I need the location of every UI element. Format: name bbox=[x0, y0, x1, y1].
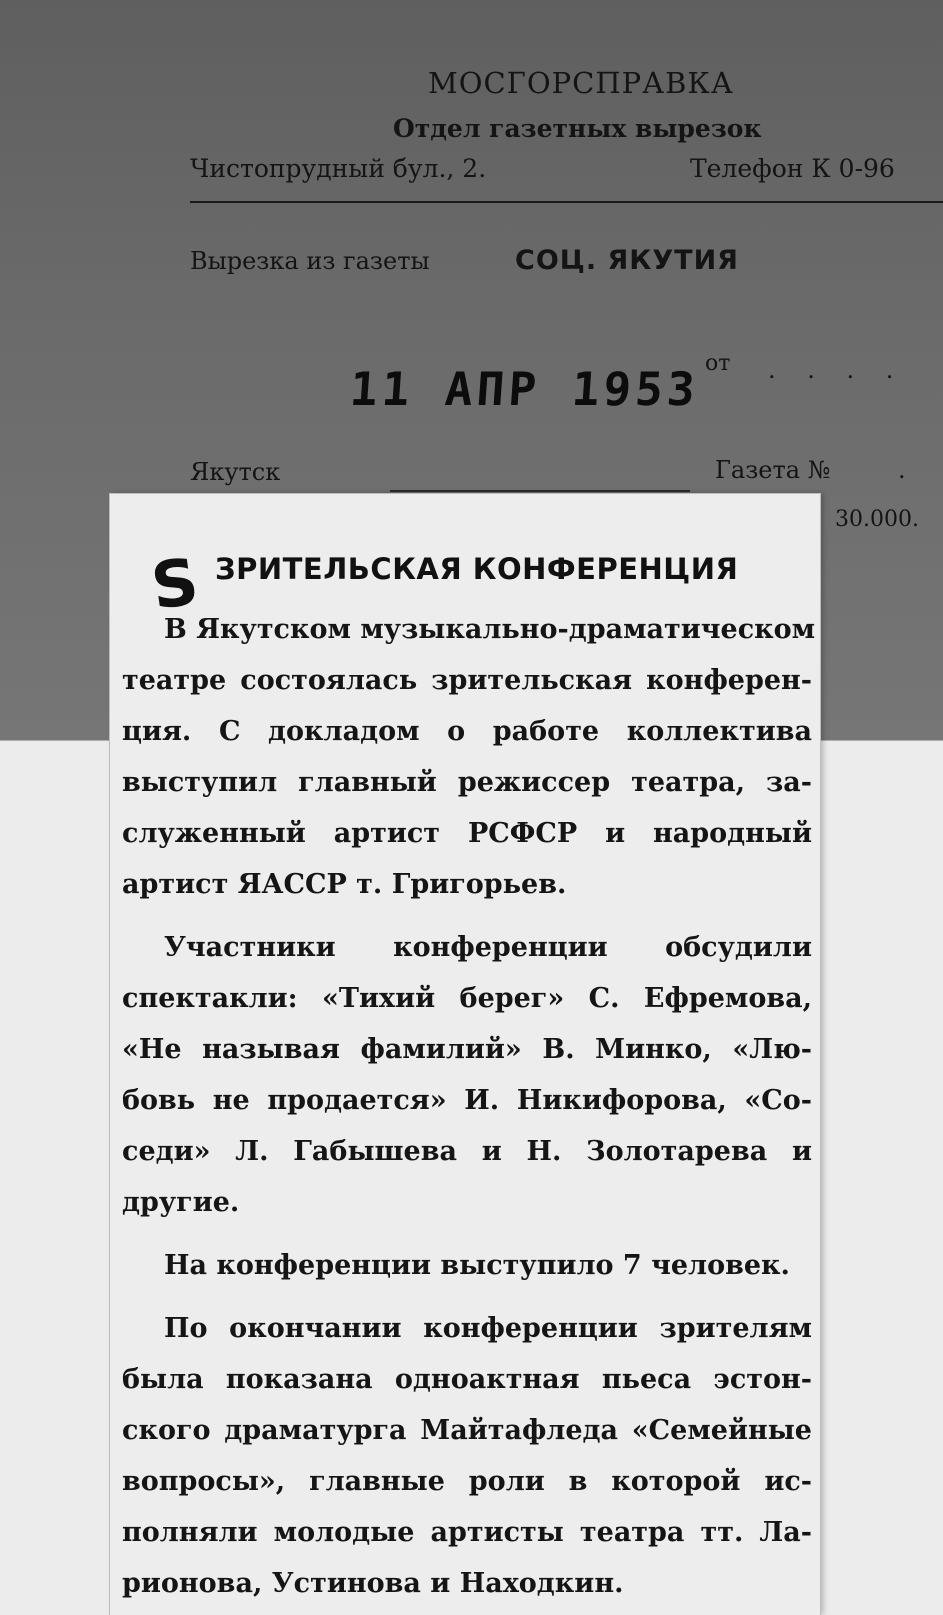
address: Чистопрудный бул., 2. bbox=[190, 154, 487, 183]
article-line: В Якутском музыкально-драматическом bbox=[164, 614, 816, 645]
article-line: спектакли: «Тихий берег» С. Ефремова, bbox=[122, 983, 812, 1014]
article-line: Участники конференции обсудили bbox=[164, 932, 812, 963]
handwritten-mark: S bbox=[147, 545, 204, 625]
article-paragraph bbox=[122, 1240, 812, 1291]
newspaper-name: СОЦ. ЯКУТИЯ bbox=[515, 245, 739, 276]
article-line: седи» Л. Габышева и Н. Золотарева и bbox=[122, 1136, 812, 1167]
circulation: 30.000. bbox=[835, 507, 919, 532]
paragraph-gap bbox=[122, 1291, 812, 1303]
article-line: рионова, Устинова и Находкин. bbox=[122, 1568, 624, 1599]
article-line: служенный артист РСФСР и народный bbox=[122, 818, 812, 849]
article-line: театре состоялась зрительская конферен- bbox=[122, 665, 812, 696]
from-label: от bbox=[705, 351, 731, 376]
article-paragraph bbox=[122, 922, 812, 1228]
city-underline bbox=[390, 490, 690, 492]
article-line: ского драматурга Майтафледа «Семейные bbox=[122, 1415, 812, 1446]
article-line: По окончании конференции зрителям bbox=[164, 1313, 812, 1344]
article-line: другие. bbox=[122, 1187, 240, 1218]
article-line: вопросы», главные роли в которой ис- bbox=[122, 1466, 812, 1497]
department-name: Отдел газетных вырезок bbox=[393, 114, 762, 143]
paragraph-gap bbox=[122, 910, 812, 922]
article-line: артист ЯАССР т. Григорьев. bbox=[122, 869, 567, 900]
article-line: выступил главный режиссер театра, за- bbox=[122, 767, 812, 798]
article-line: полняли молодые артисты театра тт. Ла- bbox=[122, 1517, 812, 1548]
article-line: была показана одноактная пьеса эстон- bbox=[122, 1364, 812, 1395]
clipping-from-label: Вырезка из газеты bbox=[190, 247, 430, 275]
paper-number-value: . bbox=[898, 456, 906, 484]
article-paragraph bbox=[122, 1303, 812, 1609]
article-line: На конференции выступило 7 человек. bbox=[164, 1250, 790, 1281]
article-paragraph bbox=[122, 604, 816, 910]
article-body bbox=[122, 604, 816, 1609]
from-dots: . . . . bbox=[768, 356, 906, 384]
paragraph-gap bbox=[122, 1228, 812, 1240]
date-stamp: 11 АПР 1953 bbox=[348, 362, 701, 416]
org-name: МОСГОРСПРАВКА bbox=[428, 66, 734, 100]
header-divider bbox=[190, 201, 943, 203]
article-headline: ЗРИТЕЛЬСКАЯ КОНФЕРЕНЦИЯ bbox=[215, 552, 739, 586]
article-line: ция. С докладом о работе коллектива bbox=[122, 716, 812, 747]
article-line: бовь не продается» И. Никифорова, «Со- bbox=[122, 1085, 812, 1116]
phone: Телефон К 0-96 bbox=[690, 154, 895, 183]
newspaper-clipping bbox=[110, 494, 820, 1615]
article-line: «Не называя фамилий» В. Минко, «Лю- bbox=[122, 1034, 812, 1065]
paper-number-label: Газета № bbox=[715, 456, 831, 484]
city: Якутск bbox=[190, 458, 281, 486]
